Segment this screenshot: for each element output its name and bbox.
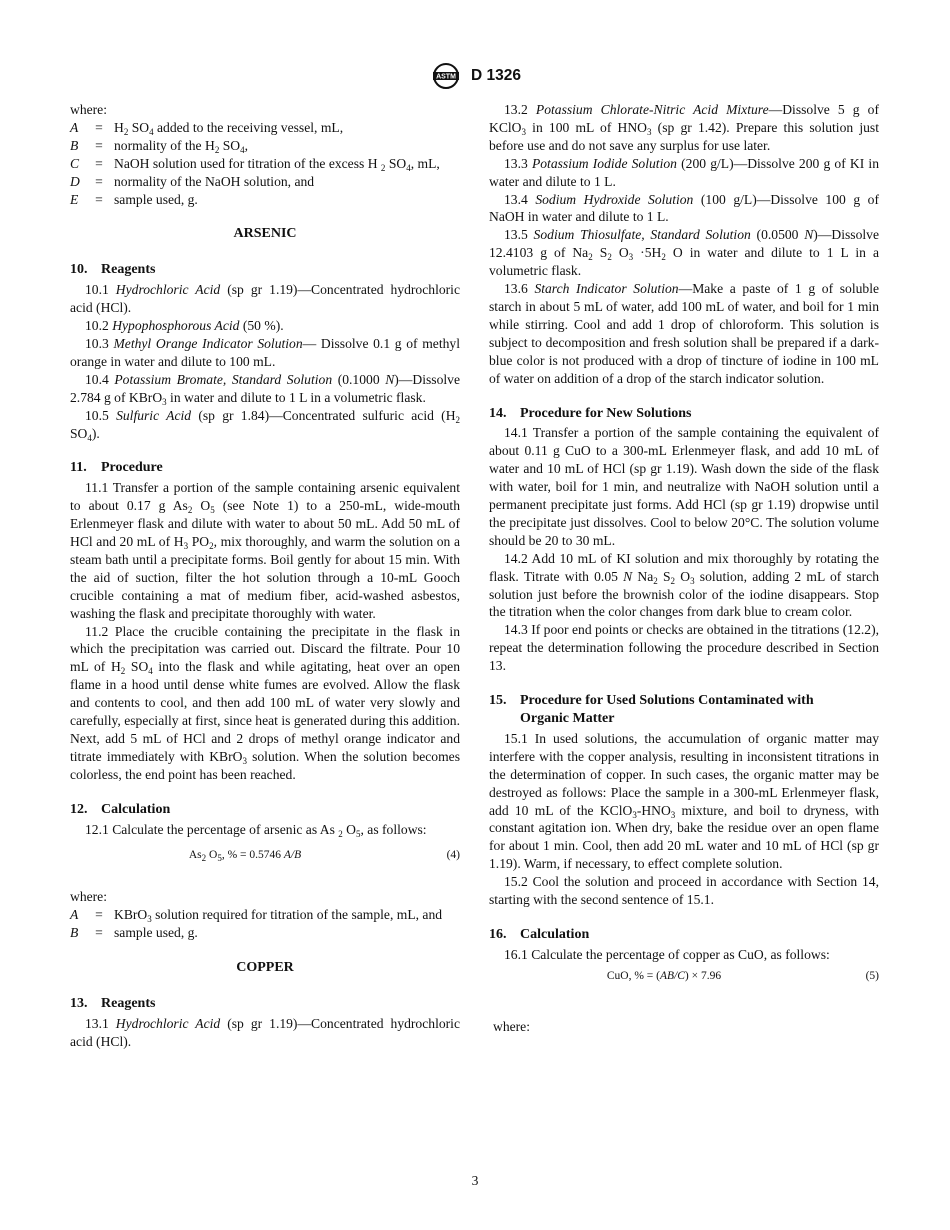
paragraph-10-3: 10.3 Methyl Orange Indicator Solution— Dissolve 0.1 g of methyl orange in water and dilute to 100 mL. [70,335,460,369]
left-column [70,101,460,1051]
definition-row: B = sample used, g. [70,925,198,941]
where-label: where: [70,102,107,117]
section-heading-10: 10. Reagents [70,262,156,278]
equation-4: $As_2$ $O_5$, % = 0.5746 A/B (4) [188,848,460,863]
paragraph-15-1: 15.1 In used solutions, the accumulation of organic matter may interfere with the copper analysis, resulting in inconsistent titrations in the determination of copper. In such cases, the organic matter may be destroyed as follows: Place the sample in a 300-mL Erlenmeyer flask, add 10 mL of the $KClO_3-HNO_3$ mixture, and boil to dryness, with constant agitation ion. When dry, bake the residue over an open flame for about 1 min. Cool, then add 20 mL water and 10 mL of HCl (sp gr 1.19). Warm, if necessary, to effect complete solution. [489,730,879,872]
arsenic-heading: ARSENIC [233,226,297,242]
section-heading-12: 12. Calculation [70,801,171,817]
paragraph-14-2: 14.2 Add 10 mL of KI solution and mix thoroughly by rotating the flask. Titrate with 0.05 N $Na_2$ $S_2$ $O_3$ solution, adding 2 mL of starch solution just before the brownish color of the iodine disappears. Stop the titration when the color changes from dark blue to cream color. [489,550,879,620]
definition-row: D = normality of the NaOH solution, and [70,173,315,189]
section-heading-16: 16. Calculation [489,926,590,942]
paragraph-10-1: 10.1 Hydrochloric Acid (sp gr 1.19)—Concentrated hydrochloric acid (HCl). [70,282,460,316]
section-heading-14: 14. Procedure for New Solutions [489,405,692,421]
paragraph-15-2: 15.2 Cool the solution and proceed in accordance with Section 14, starting with the second sentence of 15.1. [489,874,879,908]
copper-heading: COPPER [236,960,294,976]
definition-list [70,119,460,209]
definition-row: A = $H_2$ $SO_4$ added to the receiving vessel, mL, [70,119,344,137]
astm-logo-icon [429,62,463,90]
page-number: 3 [471,1173,479,1188]
section-heading-15: 15. Procedure for Used Solutions Contaminated with Organic Matter [489,693,814,726]
svg-text:ASTM: ASTM [436,73,456,81]
equation-number: (4) [446,848,460,861]
paragraph-13-6: 13.6 Starch Indicator Solution—Make a paste of 1 g of soluble starch in about 5 mL of water, add 100 mL of water, and boil for 1 min while stirring. Cool and add 1 drop of chloroform. This solution is subject to decomposition and fresh solution shall be prepared if a dark-blue color is not produced with a drop of tincture of iodine in 100 mL of water on addition of a drop of the starch indicator solution. [489,281,879,386]
paragraph-10-4: 10.4 Potassium Bromate, Standard Solution (0.1000 N)—Dissolve 2.784 g of KBrO$_3$ in water and dilute to 1 L in a volumetric flask. [70,371,460,407]
paragraph-11-1: 11.1 Transfer a portion of the sample containing arsenic equivalent to about 0.17 g $As_2$ $O_5$ (see Note 1) to a 250-mL, wide-mouth Erlenmeyer flask and dilute with water to about 50 mL. Add 50 mL of HCl and 20 mL of $H_3$ $PO_2$, mix thoroughly, and warm the solution on a steam bath until a precipitate forms. Boil gently for about 15 min. With the aid of suction, filter the hot solution through a 10-mL Gooch crucible containing a mat of medium fiber, acid-washed asbestos, washing the flask and precipitate thoroughly with water. [70,480,461,621]
paragraph-14-3: 14.3 If poor end points or checks are obtained in the titrations (12.2), repeat the determination following the procedure described in Section 13. [489,622,879,674]
paragraph-10-2: 10.2 Hypophosphorous Acid (50 %). [85,318,284,334]
equation-number: (5) [865,969,879,982]
section-heading-11: 11. Procedure [70,460,163,476]
paragraph-13-1: 13.1 Hydrochloric Acid (sp gr 1.19)—Concentrated hydrochloric acid (HCl). [70,1015,460,1049]
paragraph-13-2: 13.2 Potassium Chlorate-Nitric Acid Mixture—Dissolve 5 g of KClO$_3$ in 100 mL of $HNO_3$ (sp gr 1.42). Prepare this solution just before use and do not save any surplus for use later. [489,102,880,153]
where-label: where: [70,889,107,905]
definition-list [70,906,460,942]
right-column [489,101,879,1036]
definition-row: E = sample used, g. [70,191,198,207]
paragraph-12-1: 12.1 Calculate the percentage of arsenic as As $_2$ $O_5$, as follows: [85,821,427,839]
where-label: where: [493,1018,530,1034]
paragraph-13-5: 13.5 Sodium Thiosulfate, Standard Solution (0.0500 N)—Dissolve 12.4103 g of $Na_2$ $S_2$ $O_3 \cdot 5H_2$ O in water and dilute to 1 L in a volumetric flask. [489,227,879,279]
definition-row: A = KBrO$_3$ solution required for titration of the sample, mL, and [70,907,443,925]
page-header [0,62,950,90]
paragraph-16-1: 16.1 Calculate the percentage of copper as CuO, as follows: [504,946,830,962]
designation: D 1326 [471,67,521,84]
paragraph-13-4: 13.4 Sodium Hydroxide Solution (100 g/L)—Dissolve 100 g of NaOH in water and dilute to 1 L. [489,191,880,225]
equation-5: CuO, % = (AB/C) × 7.96 (5) [489,968,879,986]
definition-row: C = NaOH solution used for titration of the excess H $_2$ $SO_4$, mL, [70,155,440,173]
paragraph-14-1: 14.1 Transfer a portion of the sample containing the equivalent of about 0.11 g CuO to a 300-mL Erlenmeyer flask, and add 10 mL of water and 10 mL of HCl (sp gr 1.19). Wash down the side of the flask with water, boil for 1 min, and neutralize with NaOH solution until a permanent precipitate just forms. Add HCl (sp gr 1.19) dropwise until the precipitate just dissolves. Cool to below 20°C. The solution volume should be 20 to 30 mL. [489,425,879,548]
paragraph-13-3: 13.3 Potassium Iodide Solution (200 g/L)—Dissolve 200 g of KI in water and dilute to 1 L. [489,155,879,189]
paragraph-10-5: 10.5 Sulfuric Acid (sp gr 1.84)—Concentrated sulfuric acid ($H_2$ $SO_4$). [70,407,461,443]
definition-row: B = normality of the $H_2$ $SO_4$, [70,137,248,155]
section-heading-13: 13. Reagents [70,996,156,1012]
paragraph-11-2: 11.2 Place the crucible containing the precipitate in the flask in which the precipitation was carried out. Discard the filtrate. Pour 10 mL of $H_2$ $SO_4$ into the flask and while agitating, heat over an open flame in a hood until dense white fumes are evolved. Allow the flask and contents to cool, and then add 100 mL of water very slowly and carefully, especially at first, since heat is generated during this addition. Next, add 5 mL of HCl and 2 drops of methyl orange indicator and titrate immediately with KBrO$_3$ solution. When the solution becomes colorless, the end point has been reached. [70,623,460,782]
